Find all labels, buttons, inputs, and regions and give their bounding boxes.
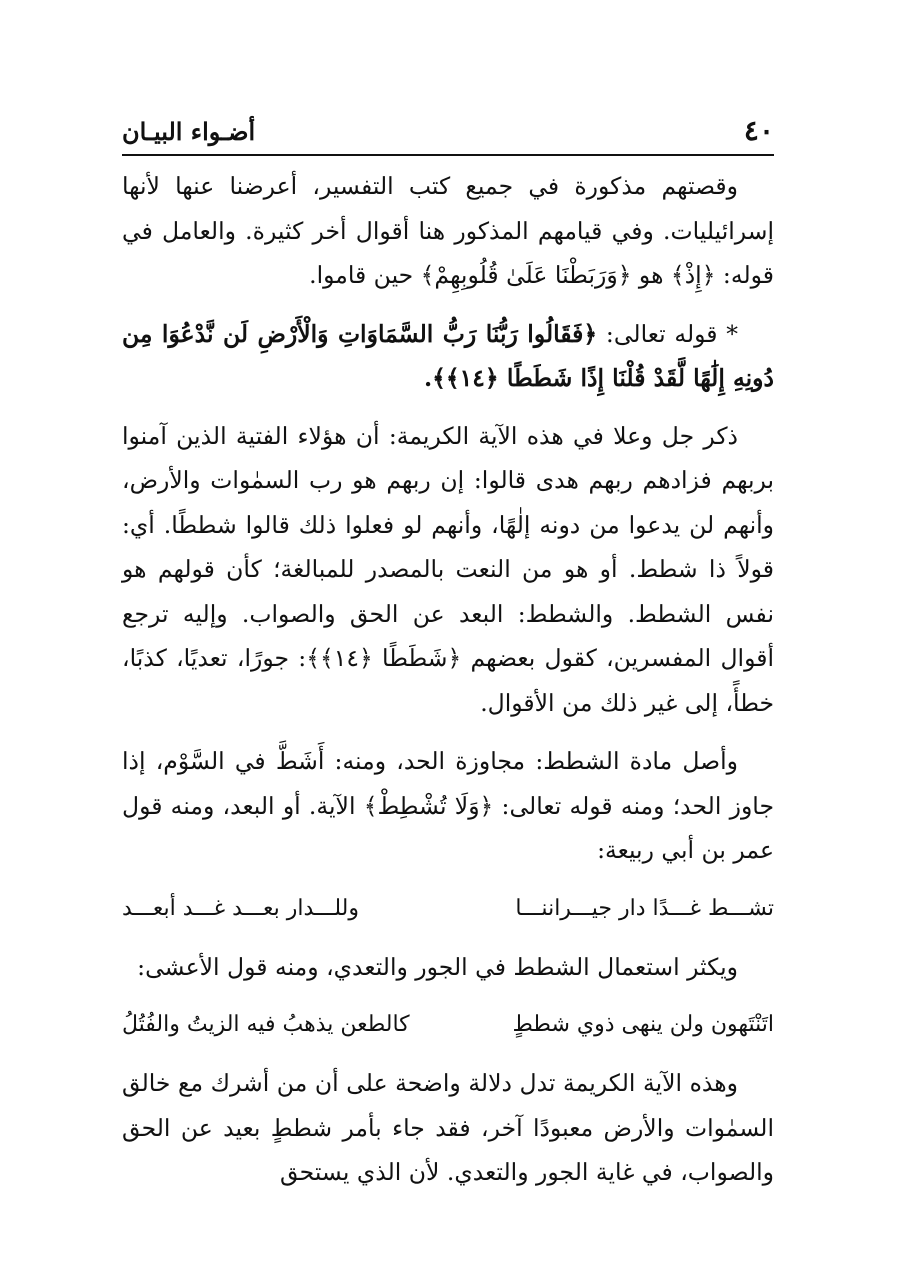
verse-intro: * قوله تعالى: [597,319,738,348]
paragraph-2: ذكر جل وعلا في هذه الآية الكريمة: أن هؤلاء الفتية الذين آمنوا بربهم فزادهم ربهم هدى قالوا: إن ربهم هو رب السمٰوات والأرض، وأنهم لن يدعوا من دونه إلٰهًا، وأنهم لو فعلوا ذلك قالوا شططًا. أي: قولاً ذا شطط. أو هو من النعت بالمصدر للمبالغة؛ كأن قولهم هو نفس الشطط. والشطط: البعد عن الحق والصواب. وإليه ترجع أقوال المفسرين، كقول بعضهم ﴿شَطَطًا ﴿١٤﴾﴾: جورًا، تعديًا، كذبًا، خطأً، إلى غير ذلك من الأقوال. [122,421,774,717]
poem-2-first-hemistich: اتَنْتَهون ولن ينهى ذوي شططٍ [512,1012,774,1037]
page-number: ٤٠ [743,114,774,147]
paragraph-4: ويكثر استعمال الشطط في الجور والتعدي، ومنه قول الأعشى: [137,952,738,981]
poem-2-second-hemistich: كالطعن يذهبُ فيه الزيتُ والفُتُلُ [122,1012,410,1037]
poem-1-first-hemistich: تشـــط غـــدًا دار جيـــراننـــا [515,895,774,921]
paragraph-1: وقصتهم مذكورة في جميع كتب التفسير، أعرضنا عنها لأنها إسرائيليات. وفي قيامهم المذكور هنا أقوال أخر كثيرة. والعامل في قوله: ﴿إِذْ﴾ هو ﴿وَرَبَطْنَا عَلَىٰ قُلُوبِهِمْ﴾ حين قاموا. [122,172,774,289]
running-title: أضـواء البيـان [122,117,256,146]
page-header [122,112,774,156]
paragraph-3: وأصل مادة الشطط: مجاوزة الحد، ومنه: أَشَطَّ في السَّوْم، إذا جاوز الحد؛ ومنه قوله تعالى: ﴿وَلَا تُشْطِطْ﴾ الآية. أو البعد، ومنه قول عمر بن أبي ربيعة: [122,747,774,864]
page-body [122,164,774,1209]
paragraph-5: وهذه الآية الكريمة تدل دلالة واضحة على أن من أشرك مع خالق السمٰوات والأرض معبودًا آخر، فقد جاء بأمر شططٍ بعيد عن الحق والصواب، في غاية الجور والتعدي. لأن الذي يستحق [122,1069,774,1186]
verse-heading [122,312,774,400]
poem-line-2 [122,1003,774,1047]
poem-line-1 [122,887,774,931]
poem-1-second-hemistich: وللـــدار بعـــد غـــد أبعـــد [122,895,359,921]
quran-verse: ﴿فَقَالُوا رَبُّنَا رَبُّ السَّمَاوَاتِ وَالْأَرْضِ لَن نَّدْعُوَا مِن دُونِهِ إِلَٰهًا لَّقَدْ قُلْنَا إِذًا شَطَطًا ﴿١٤﴾﴾. [122,319,774,392]
